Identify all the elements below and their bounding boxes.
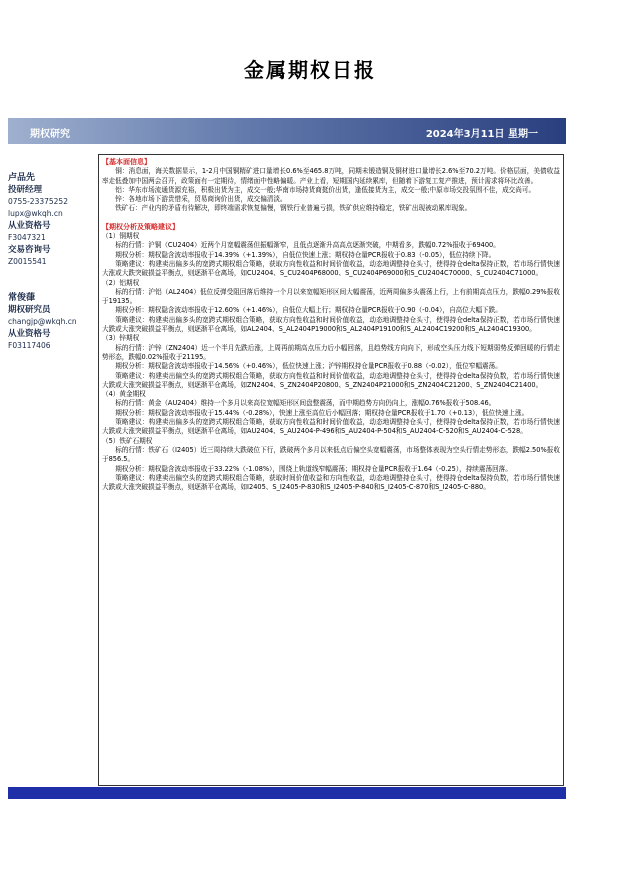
gold-paragraph: 期权分析：期权隐含波动率报收于15.44%（-0.28%），快速上涨至高位后小幅回落；期权持仓量PCR报收于1.70（+0.13），低位快速上涨。 (115, 408, 529, 417)
zinc-paragraph: 策略建议：构建卖出偏空头的宽跨式期权组合策略，获取方向性收益和时间价值收益，动态地调整持仓头寸，使得持仓delta保持负数，若市场行情快速大跌或大涨突破损益平衡点，则逐渐平仓离场，如ZN2404、S_ZN2404P20800、S_ZN2404P21000和S_ZN2404C21200、S_ZN2404C21400。 (102, 371, 560, 389)
copper-paragraph: 期权分析：期权隐含波动率报收于14.39%（+1.39%），自低位快速上涨；期权持仓量PCR报收于0.83（-0.05），低位持续下降。 (115, 250, 496, 259)
analyst-name: 卢品先 (8, 173, 36, 183)
analyst-phone: 0755-23375252 (8, 197, 68, 206)
analyst-email: lupx@wkqh.cn (8, 209, 63, 218)
consult-label: 交易咨询号 (8, 245, 51, 255)
header-bar (8, 118, 566, 144)
qualification-number: F3047321 (8, 233, 46, 242)
iron-ore-paragraph: 策略建议：构建卖出偏空头的宽跨式期权组合策略，获取时间价值收益和方向性收益，动态地调整持仓头寸，使得持仓delta保持负数，若市场行情快速大跌或大涨突破损益平衡点，则逐渐平仓离场，如I2405、S_I2405-P-830和S_I2405-P-840和S_I2405-C-870和S_I2405-C-880。 (102, 473, 560, 492)
aluminum-paragraph: 标的行情：沪铝（AL2404）低位反弹受阻回落后维持一个月以来宽幅矩形区间大幅震荡，近两周偏多头震荡上行，上有前期高点压力，跌幅0.29%报收于19135。 (102, 287, 560, 306)
analyst-email: changjp@wkqh.cn (8, 317, 77, 326)
analyst-role: 期权研究员 (8, 305, 51, 315)
report-date: 2024年3月11日 星期一 (425, 129, 538, 140)
qualification-label: 从业资格号 (8, 221, 51, 231)
strategy-heading: 【期权分析及策略建议】 (102, 222, 179, 231)
basic-info-paragraph: 铁矿石：产业内的矛盾有待解决，即终端需求恢复偏慢，钢铁行业普遍亏损，铁矿供应维持稳定，铁矿出现被动累库现象。 (115, 204, 472, 213)
basic-info-paragraph: 铝：华东市场流通货源充裕，积极出货为主，成交一般;华南市场持货商挺价出货，逢低接货为主，成交一般;中原市场交投氛围不佳，成交尚可。 (115, 185, 536, 194)
aluminum-paragraph: 策略建议：构建卖出偏多头的宽跨式期权组合策略，获取方向性收益和时间价值收益，动态地调整持仓头寸，使得持仓delta保持正数，若市场行情快速大跌或大涨突破损益平衡点，则逐渐平仓离场，如AL2404、S_AL2404P19000和S_AL2404P19100和S_AL2404C19200和S_AL2404C19300。 (102, 315, 560, 334)
basic-info-paragraph: 锌：各地市场下游贵惜采，贸易商询价出货，成交偏清淡。 (115, 195, 287, 204)
gold-paragraph: 标的行情：黄金（AU2404）维持一个多月以来高位宽幅矩形区间盘整震荡，而中期趋势方向仍向上，涨幅0.76%报收于508.46。 (115, 399, 496, 408)
basic-info-paragraph: 铜：消息面，海关数据显示，1-2月中国铜精矿进口量增长0.6%至465.8万吨，同期未锻造铜及铜材进口量增长2.6%至70.2万吨。价格层面，美债收益率走低叠加中国两会召开，政策面有一定期待，情绪面中性略偏暖。产业上看，短期国内延续累库，但随着下游复工复产推进，预计需求将环比改善。 (102, 167, 560, 185)
footer-bar (8, 787, 566, 799)
consult-number: Z0015541 (8, 257, 47, 266)
analyst-role: 投研经理 (8, 185, 43, 195)
basic-info-heading: 【基本面信息】 (102, 158, 151, 166)
report-body (98, 154, 564, 786)
zinc-paragraph: 期权分析：期权隐含波动率报收于14.56%（+0.46%），低位快速上涨；沪锌期权持仓量PCR报收于0.88（-0.02），低位窄幅震荡。 (115, 362, 502, 371)
section-title-aluminum: （2）铝期权 (102, 278, 140, 287)
aluminum-paragraph: 期权分析：期权隐含波动率报收于12.60%（+1.46%），自低位大幅上行；期权持仓量PCR报收于0.90（-0.04），自高位大幅下跌。 (115, 306, 502, 315)
analyst-sidebar (8, 144, 98, 788)
section-title-zinc: （3）锌期权 (102, 334, 140, 343)
section-title-gold: （4）黄金期权 (102, 390, 146, 399)
copper-paragraph: 策略建议：构建卖出偏多头的宽跨式期权组合策略，获取方向性收益和时间价值收益，动态地调整持仓头寸，使得持仓delta保持正数，若市场行情快速大涨或大跌突破损益平衡点，则逐渐平仓离场，如CU2404、S_CU2404P68000、S_CU2404P69000和S_CU2404C70000、S_CU2404C71000。 (102, 259, 560, 278)
copper-paragraph: 标的行情：沪铜（CU2404）近两个月宽幅震荡但振幅渐窄，且低点逐渐升高高点逐渐突破，中期看多，跌幅0.72%报收于69400。 (115, 241, 500, 250)
qualification-label: 从业资格号 (8, 329, 51, 339)
analyst-card (8, 292, 77, 352)
iron-ore-paragraph: 标的行情：铁矿石（I2405）近三周持续大跌破位下行，跌破两个多月以来低点后偏空头宽幅震荡，市场整体表现为空头行情走势形态，跌幅2.50%报收于856.5。 (102, 445, 560, 464)
analyst-name: 常俊葎 (8, 293, 36, 303)
analyst-card (8, 172, 68, 268)
section-label: 期权研究 (30, 129, 70, 140)
iron-ore-paragraph: 期权分析：期权隐含波动率报收于33.22%（-1.08%），围绕上轨道线窄幅震荡；期权持仓量PCR报收于1.64（-0.25），持续震荡回落。 (115, 464, 512, 473)
gold-paragraph: 策略建议：构建卖出偏多头的宽跨式期权组合策略，获取方向性收益和时间价值收益，动态地调整持仓头寸，使得持仓delta保持正数，若市场行情快速大跌或大涨突破损益平衡点，则逐渐平仓离场，如AU2404、S_AU2404-P-496和S_AU2404-P-504和S_AU2404-C-520和S_AU2404-C-528。 (102, 418, 560, 436)
section-title-iron-ore: （5）铁矿石期权 (102, 436, 153, 445)
report-title: 金属期权日报 (244, 58, 376, 82)
zinc-paragraph: 标的行情：沪锌（ZN2404）近一个半月先跌后涨，上周再前期高点压力后小幅回落，且趋势线方向向下，形成空头压力线下短期弱势反弹回暖的行情走势形态，跌幅0.02%报收于21195。 (102, 343, 560, 361)
section-title-copper: （1）铜期权 (102, 232, 140, 241)
qualification-number: F03117406 (8, 341, 51, 350)
